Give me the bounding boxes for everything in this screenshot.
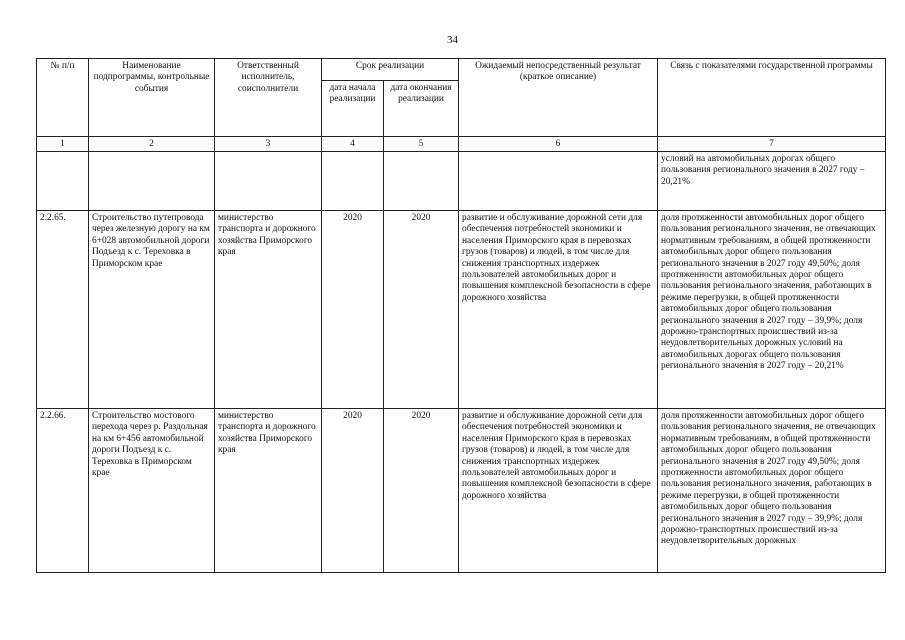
column-number: 1 bbox=[37, 137, 89, 152]
cell-empty bbox=[215, 152, 322, 211]
row-start: 2020 bbox=[322, 211, 384, 409]
continuation-row bbox=[37, 152, 886, 211]
continuation-link: условий на автомобильных дорогах общего пользования регионального значения в 2027 году – 20,21% bbox=[658, 152, 886, 211]
header-period: Срок реализации bbox=[322, 59, 459, 81]
row-start: 2020 bbox=[322, 409, 384, 573]
row-result: развитие и обслуживание дорожной сети для обеспечения потребностей экономики и населения Приморского края в перевозках грузов (товаров) и людей, в том числе для снижения транспортных издержек пользователей автомобильных дорог и повышения комплексной безопасности в сфере дорожного хозяйства bbox=[459, 211, 658, 409]
cell-empty bbox=[37, 152, 89, 211]
column-number-row bbox=[37, 137, 886, 152]
row-link: доля протяженности автомобильных дорог общего пользования регионального значения, не отвечающих нормативным требованиям, в общей протяженности автомобильных дорог общего пользования регионального значения в 2027 году 49,50%; доля протяженности автомобильных дорог общего пользования регионального значения, работающих в режиме перегрузки, в общей протяженности автомобильных дорог общего пользования регионального значения в 2027 году – 39,9%; доля дорожно-транспортных происшествий из-за неудовлетворительных дорожных условий на автомобильных дорогах общего пользования регионального значения в 2027 году – 20,21% bbox=[658, 211, 886, 409]
row-result: развитие и обслуживание дорожной сети для обеспечения потребностей экономики и населения Приморского края в перевозках грузов (товаров) и людей, в том числе для снижения транспортных издержек пользователей автомобильных дорог и повышения комплексной безопасности в сфере дорожного хозяйства bbox=[459, 409, 658, 573]
row-end: 2020 bbox=[384, 409, 459, 573]
column-number: 6 bbox=[459, 137, 658, 152]
column-number: 3 bbox=[215, 137, 322, 152]
row-name: Строительство мостового перехода через р. Раздольная на км 6+456 автомобильной дороги Подъезд к с. Тереховка в Приморском крае bbox=[89, 409, 215, 573]
column-number: 2 bbox=[89, 137, 215, 152]
header-name: Наименование подпрограммы, контрольные события bbox=[89, 59, 215, 137]
row-responsible: министерство транспорта и дорожного хозяйства Приморского края bbox=[215, 409, 322, 573]
program-table bbox=[36, 58, 886, 573]
column-number: 7 bbox=[658, 137, 886, 152]
column-number: 5 bbox=[384, 137, 459, 152]
row-num: 2.2.66. bbox=[37, 409, 89, 573]
page-number: 34 bbox=[447, 34, 458, 46]
row-end: 2020 bbox=[384, 211, 459, 409]
header-num: № п/п bbox=[37, 59, 89, 137]
cell-empty bbox=[322, 152, 384, 211]
cell-empty bbox=[459, 152, 658, 211]
column-number: 4 bbox=[322, 137, 384, 152]
row-num: 2.2.65. bbox=[37, 211, 89, 409]
row-link: доля протяженности автомобильных дорог общего пользования регионального значения, не отвечающих нормативным требованиям, в общей протяженности автомобильных дорог общего пользования регионального значения в 2027 году 49,50%; доля протяженности автомобильных дорог общего пользования регионального значения, работающих в режиме перегрузки, в общей протяженности автомобильных дорог общего пользования регионального значения в 2027 году – 39,9%; доля дорожно-транспортных происшествий из-за неудовлетворительных дорожных bbox=[658, 409, 886, 573]
cell-empty bbox=[89, 152, 215, 211]
table-row bbox=[37, 211, 886, 409]
header-end: дата окончания реализации bbox=[384, 81, 459, 137]
row-name: Строительство путепровода через железную дорогу на км 6+028 автомобильной дороги Подъезд к с. Тереховка в Приморском крае bbox=[89, 211, 215, 409]
header-link: Связь с показателями государственной программы bbox=[658, 59, 886, 137]
row-responsible: министерство транспорта и дорожного хозяйства Приморского края bbox=[215, 211, 322, 409]
header-responsible: Ответственный исполнитель, соисполнители bbox=[215, 59, 322, 137]
header-result: Ожидаемый непосредственный результат (краткое описание) bbox=[459, 59, 658, 137]
cell-empty bbox=[384, 152, 459, 211]
header-start: дата начала реализации bbox=[322, 81, 384, 137]
header-row bbox=[37, 59, 886, 81]
table-row bbox=[37, 409, 886, 573]
